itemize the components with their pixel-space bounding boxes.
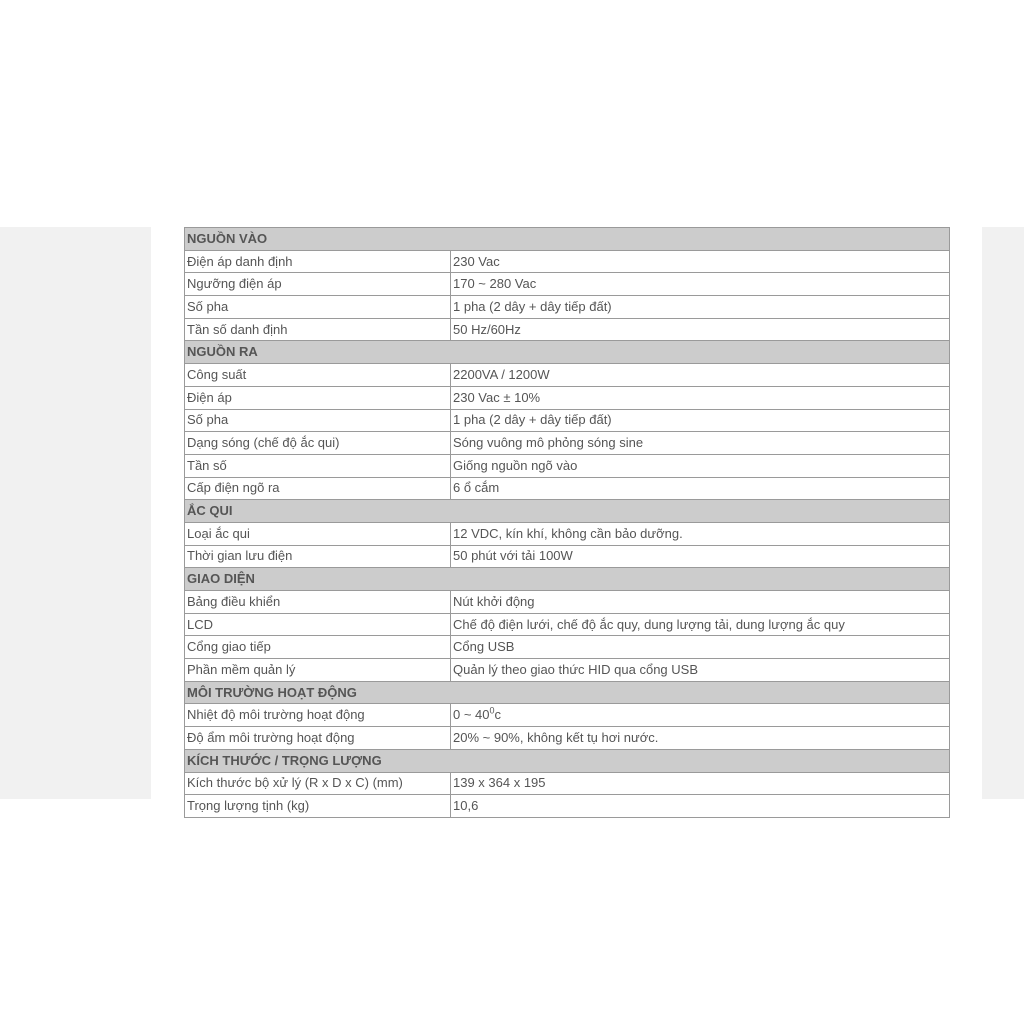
spec-value: 50 Hz/60Hz xyxy=(451,318,950,341)
spec-row xyxy=(185,409,950,432)
section-title: GIAO DIỆN xyxy=(185,568,950,591)
spec-row xyxy=(185,386,950,409)
spec-label: LCD xyxy=(185,613,451,636)
spec-value-superscript: 0 xyxy=(489,705,495,716)
section-title: MÔI TRƯỜNG HOẠT ĐỘNG xyxy=(185,681,950,704)
section-title: KÍCH THƯỚC / TRỌNG LƯỢNG xyxy=(185,749,950,772)
spec-row xyxy=(185,636,950,659)
section-header-row xyxy=(185,568,950,591)
spec-table-body xyxy=(185,228,950,818)
spec-row xyxy=(185,454,950,477)
spec-row xyxy=(185,704,950,727)
spec-row xyxy=(185,296,950,319)
spec-label: Điện áp xyxy=(185,386,451,409)
spec-value: 10,6 xyxy=(451,795,950,818)
spec-row xyxy=(185,613,950,636)
spec-value-suffix: c xyxy=(494,707,502,723)
spec-label: Cấp điện ngõ ra xyxy=(185,477,451,500)
spec-value: 170 ~ 280 Vac xyxy=(451,273,950,296)
spec-label: Phần mềm quản lý xyxy=(185,659,451,682)
spec-value: Quản lý theo giao thức HID qua cổng USB xyxy=(451,659,950,682)
spec-value: 1 pha (2 dây + dây tiếp đất) xyxy=(451,409,950,432)
spec-label: Độ ẩm môi trường hoạt động xyxy=(185,727,451,750)
spec-value xyxy=(451,704,950,727)
spec-label: Dạng sóng (chế độ ắc qui) xyxy=(185,432,451,455)
spec-label: Số pha xyxy=(185,296,451,319)
spec-label: Trọng lượng tịnh (kg) xyxy=(185,795,451,818)
spec-row xyxy=(185,727,950,750)
spec-value: 50 phút với tải 100W xyxy=(451,545,950,568)
section-header-row xyxy=(185,500,950,523)
section-header-row xyxy=(185,341,950,364)
spec-value: 20% ~ 90%, không kết tụ hơi nước. xyxy=(451,727,950,750)
spec-value: Nút khởi động xyxy=(451,591,950,614)
spec-label: Cổng giao tiếp xyxy=(185,636,451,659)
spec-value: 139 x 364 x 195 xyxy=(451,772,950,795)
spec-label: Kích thước bộ xử lý (R x D x C) (mm) xyxy=(185,772,451,795)
spec-label: Ngưỡng điện áp xyxy=(185,273,451,296)
spec-value: Sóng vuông mô phỏng sóng sine xyxy=(451,432,950,455)
spec-value: Chế độ điện lưới, chế độ ắc quy, dung lượng tải, dung lượng ắc quy xyxy=(451,613,950,636)
section-header-row xyxy=(185,681,950,704)
spec-label: Tần số danh định xyxy=(185,318,451,341)
spec-row xyxy=(185,591,950,614)
section-title: NGUỒN RA xyxy=(185,341,950,364)
spec-table xyxy=(184,227,950,818)
spec-label: Điện áp danh định xyxy=(185,250,451,273)
spec-label: Công suất xyxy=(185,364,451,387)
spec-value: 2200VA / 1200W xyxy=(451,364,950,387)
spec-row xyxy=(185,318,950,341)
spec-label: Thời gian lưu điện xyxy=(185,545,451,568)
spec-value: 230 Vac xyxy=(451,250,950,273)
spec-label: Bảng điều khiển xyxy=(185,591,451,614)
section-header-row xyxy=(185,228,950,251)
spec-row xyxy=(185,432,950,455)
spec-value: 12 VDC, kín khí, không cần bảo dưỡng. xyxy=(451,522,950,545)
spec-label: Tần số xyxy=(185,454,451,477)
spec-value: 230 Vac ± 10% xyxy=(451,386,950,409)
spec-row xyxy=(185,772,950,795)
spec-label: Nhiệt độ môi trường hoạt động xyxy=(185,704,451,727)
spec-value: Cổng USB xyxy=(451,636,950,659)
spec-row xyxy=(185,250,950,273)
spec-value: 6 ổ cắm xyxy=(451,477,950,500)
spec-value: 1 pha (2 dây + dây tiếp đất) xyxy=(451,296,950,319)
spec-row xyxy=(185,795,950,818)
spec-label: Số pha xyxy=(185,409,451,432)
section-header-row xyxy=(185,749,950,772)
spec-label: Loại ắc qui xyxy=(185,522,451,545)
spec-row xyxy=(185,273,950,296)
spec-row xyxy=(185,545,950,568)
spec-value: Giống nguồn ngõ vào xyxy=(451,454,950,477)
spec-row xyxy=(185,364,950,387)
section-title: ẮC QUI xyxy=(185,500,950,523)
spec-value-text: 0 ~ 40 xyxy=(453,707,490,723)
section-title: NGUỒN VÀO xyxy=(185,228,950,251)
spec-row xyxy=(185,522,950,545)
spec-row xyxy=(185,477,950,500)
spec-row xyxy=(185,659,950,682)
